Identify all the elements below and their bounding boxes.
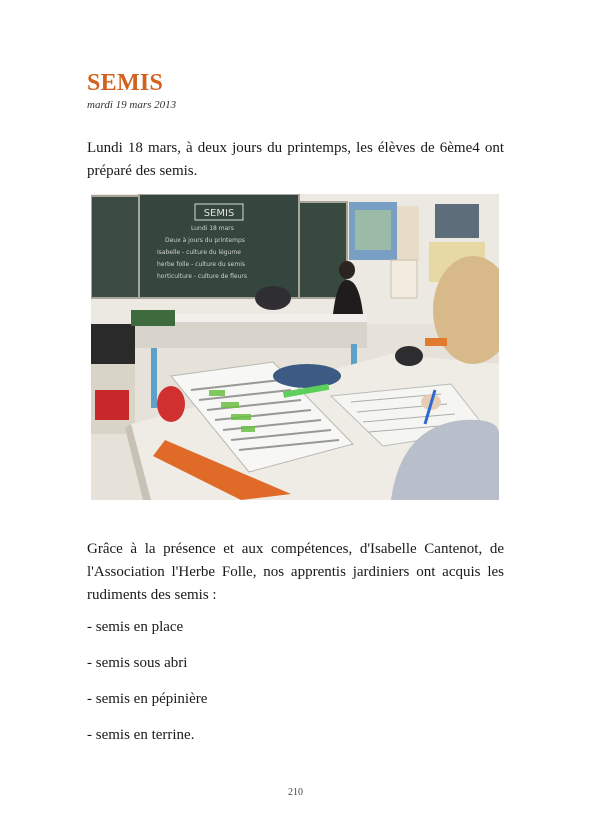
svg-text:horticulture - culture de fleu: horticulture - culture de fleurs (157, 273, 248, 280)
svg-text:herbe folle - culture du semis: herbe folle - culture du semis (157, 261, 245, 268)
svg-text:Isabelle - culture du légume: Isabelle - culture du légume (157, 249, 241, 256)
list-item: - semis en pépinière (87, 691, 208, 707)
intro-paragraph: Lundi 18 mars, à deux jours du printemps, les élèves de 6ème4 ont préparé des semis. (87, 140, 504, 179)
list-item: - semis en terrine. (87, 727, 195, 743)
svg-text:Deux à jours du printemps: Deux à jours du printemps (165, 237, 245, 244)
svg-text:Lundi 18 mars: Lundi 18 mars (191, 225, 234, 232)
list-item: - semis sous abri (87, 655, 188, 671)
semis-list (87, 616, 207, 760)
classroom-photo (91, 194, 499, 500)
page-title: SEMIS (87, 70, 164, 96)
board-heading: SEMIS (203, 208, 235, 219)
list-item: - semis en place (87, 619, 184, 635)
page-number: 210 (288, 787, 303, 798)
body-paragraph: Grâce à la présence et aux compétences, d'Isabelle Cantenot, de l'Association l'Herbe Folle, nos apprentis jardiniers ont acquis les rudiments des semis : (87, 541, 504, 603)
post-date: mardi 19 mars 2013 (87, 99, 177, 111)
